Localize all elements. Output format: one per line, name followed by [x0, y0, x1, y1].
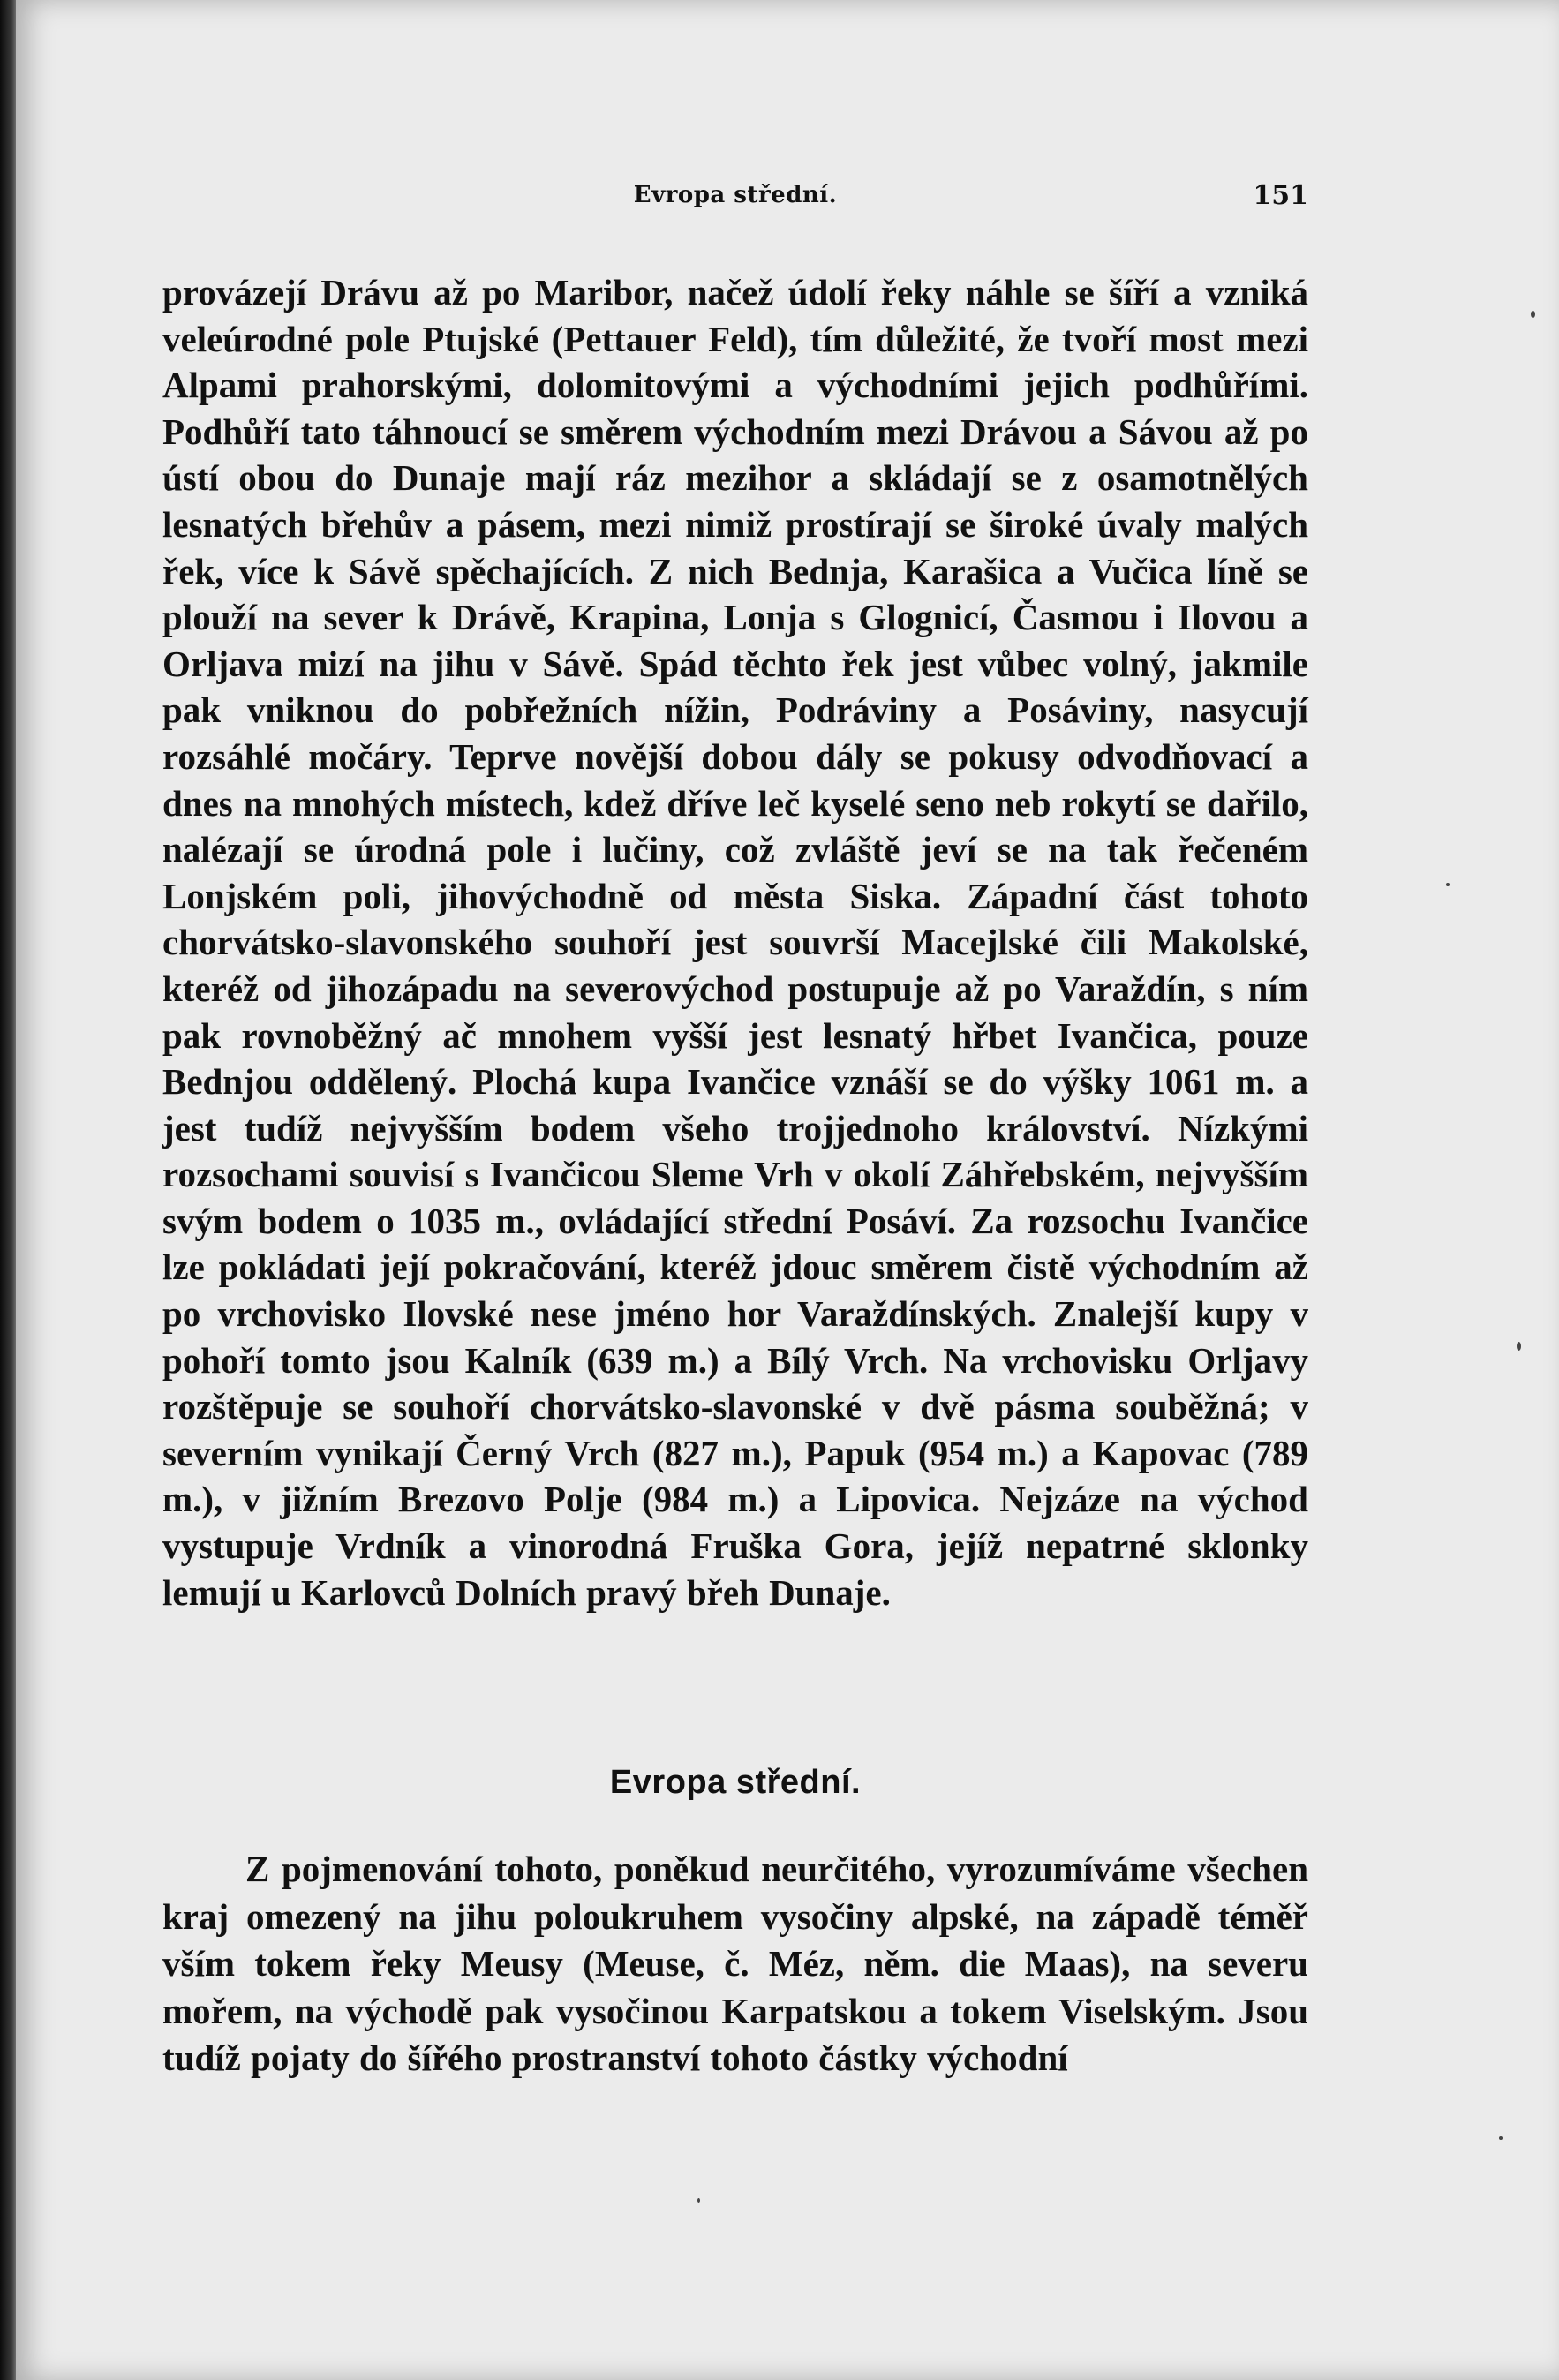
paragraph-continuation: provázejí Drávu až po Maribor, načež údolí řeky náhle se šíří a vzniká veleúrodné pole Ptujské (Pettauer Feld), tím důležité, že tvoří most mezi Alpami prahorskými, dolomitovými a východními jejich podhůřími. Podhůří tato táhnoucí se směrem východním mezi Drávou a Sávou až po ústí obou do Dunaje mají ráz mezihor a skládají se z osamotnělých lesnatých břehův a pásem, mezi nimiž prostírají se široké úvaly malých řek, více k Sávě spěchajících. Z nich Bednja, Karašica a Vučica líně se plouží na sever k Drávě, Krapina, Lonja s Glognicí, Časmou i Ilovou a Orljava mizí na jihu v Sávě. Spád těchto řek jest vůbec volný, jakmile pak vniknou do pobřežních nížin, Podráviny a Posáviny, nasycují rozsáhlé močáry. Teprve novější dobou dály se pokusy odvodňovací a dnes na mnohých místech, kdež dříve leč kyselé seno neb rokytí se dařilo, nalézají se úrodná pole i lučiny, což zvláště jeví se na tak řečeném Lonjském poli, jihovýchodně od města Siska. Západní část tohoto chorvátsko-slavonského souhoří jest souvrší Macejlské čili Makolské, kteréž od jihozápadu na severovýchod postupuje až po Varaždín, s ním pak rovnoběžný ač mnohem vyšší jest lesnatý hřbet Ivančica, pouze Bednjou oddělený. Plochá kupa Ivančice vznáší se do výšky 1061 m. a jest tudíž nejvyšším bodem všeho trojjednoho království. Nízkými rozsochami souvisí s Ivančicou Sleme Vrh v okolí Záhřebském, nejvyšším svým bodem o 1035 m., ovládající střední Posáví. Za rozsochu Ivančice lze pokládati její pokračování, kteréž jdouc směrem čistě východním až po vrchovisko Ilovské nese jméno hor Varaždínských. Znalejší kupy v pohoří tomto jsou Kalník (639 m.) a Bílý Vrch. Na vrchovisku Orljavy rozštěpuje se souhoří chorvátsko-slavonské v dvě pásma souběžná; v severním vynikají Černý Vrch (827 m.), Papuk (954 m.) a Kapovac (789 m.), v jižním Brezovo Polje (984 m.) a Lipovica. Nejzáze na východ vystupuje Vrdník a vinorodná Fruška Gora, jejíž nepatrné sklonky lemují u Karlovců Dolních pravý břeh Dunaje. — [162, 272, 1308, 1613]
scanned-page — [16, 0, 1559, 2380]
page-number: 151 — [1253, 180, 1308, 211]
section-heading: Evropa střední. — [609, 1764, 862, 1801]
scan-speck — [1531, 311, 1535, 318]
running-head: Evropa střední. — [633, 182, 838, 208]
page-header — [162, 177, 1308, 221]
section-paragraph: Z pojmenování tohoto, poněkud neurčitého, vyrozumíváme všechen kraj omezený na jihu poloukruhem vysočiny alpské, na západě téměř vším tokem řeky Meusy (Meuse, č. Méz, něm. die Maas), na severu mořem, na východě pak vysočinou Karpatskou a tokem Viselským. Jsou tudíž pojaty do šířého prostranství tohoto částky východní — [162, 1849, 1308, 2078]
scan-speck — [1499, 2136, 1503, 2140]
scan-speck — [1517, 1342, 1521, 1351]
scan-speck — [697, 2198, 700, 2203]
section-body — [162, 1846, 1308, 2082]
scan-speck — [1446, 883, 1450, 886]
body-text — [162, 269, 1308, 1616]
